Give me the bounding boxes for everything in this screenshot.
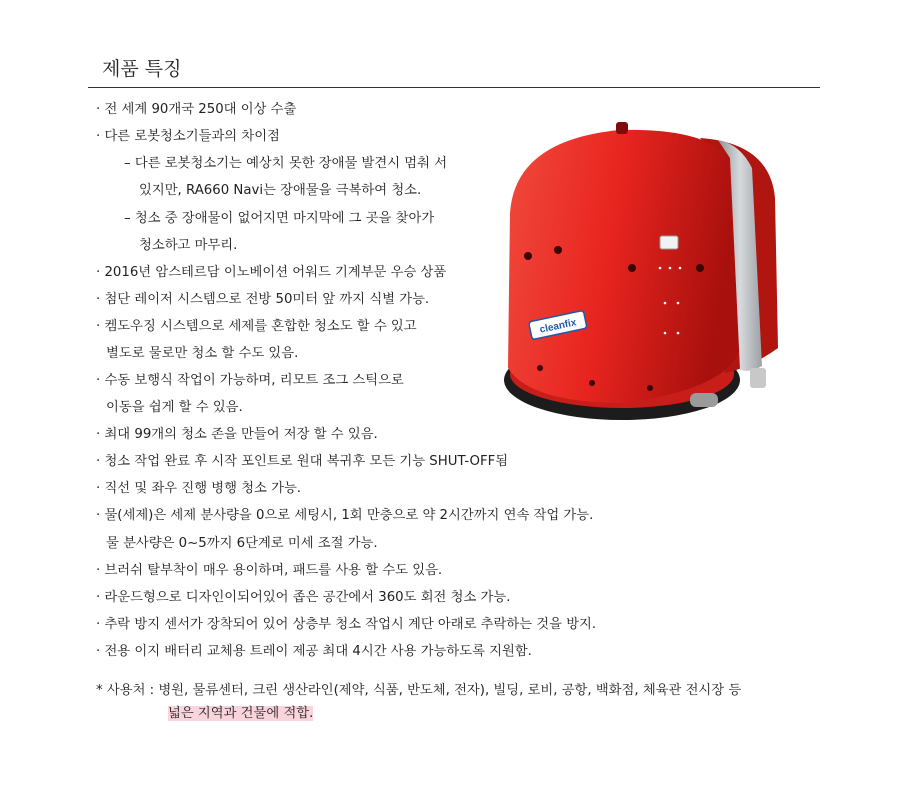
feature-subitem: – 다른 로봇청소기는 예상치 못한 장애물 발견시 멈춰 서	[124, 156, 448, 171]
usage-note-highlight: 넓은 지역과 건물에 적합.	[168, 706, 314, 721]
feature-item: · 물(세제)은 세제 분사량을 0으로 세팅시, 1회 만충으로 약 2시간까지 연속 작업 가능.	[96, 508, 594, 523]
feature-item: · 2016년 암스테르담 이노베이션 어워드 기계부문 우승 상품	[96, 265, 447, 280]
feature-item: · 전 세계 90개국 250대 이상 수출	[96, 102, 297, 117]
brand-logo-text: cleanfix	[538, 317, 578, 336]
feature-item: · 추락 방지 센서가 장착되어 있어 상층부 청소 작업시 계단 아래로 추락하는 것을 방지.	[96, 617, 597, 632]
section-title: 제품 특징	[102, 58, 182, 80]
feature-subitem: 청소하고 마무리.	[139, 238, 238, 253]
feature-item: 물 분사량은 0~5까지 6단계로 미세 조절 가능.	[106, 536, 378, 551]
feature-item: · 다른 로봇청소기들과의 차이점	[96, 129, 280, 144]
feature-item: · 라운드형으로 디자인이되어있어 좁은 공간에서 360도 회전 청소 가능.	[96, 590, 511, 605]
feature-item: · 켐도우징 시스템으로 세제를 혼합한 청소도 할 수 있고	[96, 319, 417, 334]
feature-item: · 직선 및 좌우 진행 병행 청소 가능.	[96, 481, 302, 496]
feature-item: · 브러쉬 탈부착이 매우 용이하며, 패드를 사용 할 수도 있음.	[96, 563, 443, 578]
product-image	[500, 118, 800, 428]
feature-item: · 청소 작업 완료 후 시작 포인트로 원대 복귀후 모든 기능 SHUT-OFF됨	[96, 454, 509, 469]
robot-cleaner-illustration	[500, 118, 800, 428]
feature-subitem: – 청소 중 장애물이 없어지면 마지막에 그 곳을 찾아가	[124, 211, 435, 226]
feature-item: · 최대 99개의 청소 존을 만들어 저장 할 수 있음.	[96, 427, 378, 442]
feature-item: 별도로 물로만 청소 할 수도 있음.	[106, 346, 299, 361]
feature-item: 이동을 쉽게 할 수 있음.	[106, 400, 243, 415]
feature-item: · 전용 이지 배터리 교체용 트레이 제공 최대 4시간 사용 가능하도록 지원함.	[96, 644, 532, 659]
feature-subitem: 있지만, RA660 Navi는 장애물을 극복하여 청소.	[139, 183, 422, 198]
usage-note: * 사용처 : 병원, 물류센터, 크린 생산라인(제약, 식품, 반도체, 전자), 빌딩, 로비, 공항, 백화점, 체육관 전시장 등	[96, 683, 742, 698]
feature-item: · 수동 보행식 작업이 가능하며, 리모트 조그 스틱으로	[96, 373, 404, 388]
title-divider	[88, 87, 820, 88]
usage-note-continued	[168, 705, 313, 723]
feature-item: · 첨단 레이저 시스템으로 전방 50미터 앞 까지 식별 가능.	[96, 292, 430, 307]
